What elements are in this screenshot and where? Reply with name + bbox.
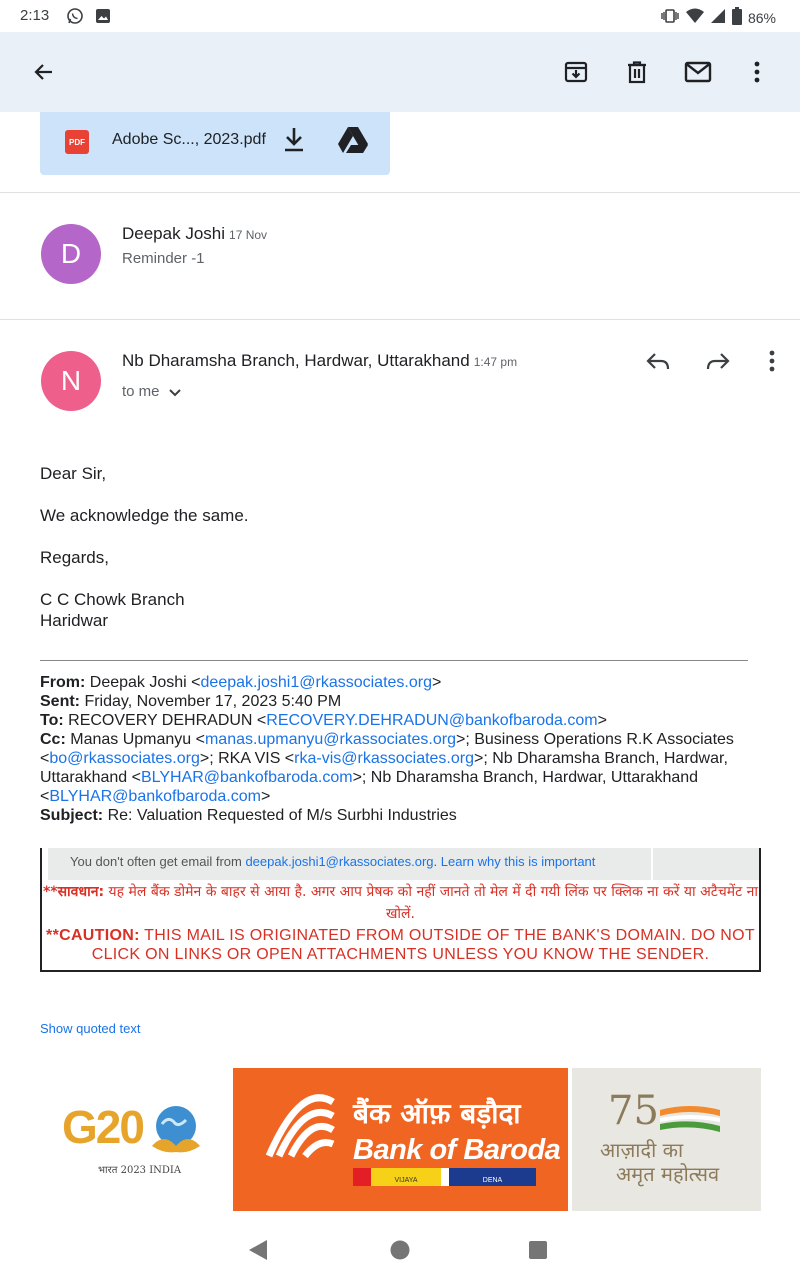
azadi-line-2: अमृत महोत्सव bbox=[616, 1162, 720, 1186]
email-link[interactable]: deepak.joshi1@rkassociates.org bbox=[200, 674, 432, 691]
email-link[interactable]: rka-vis@rkassociates.org bbox=[294, 750, 474, 767]
more-vert-icon[interactable] bbox=[741, 56, 773, 88]
email-link[interactable]: manas.upmanyu@rkassociates.org bbox=[204, 731, 456, 748]
subject-line: Subject: Re: Valuation Requested of M/s Surbhi Industries bbox=[40, 807, 457, 824]
status-time: 2:13 bbox=[20, 7, 50, 24]
dena-label: DENA bbox=[449, 1168, 536, 1186]
vibrate-icon bbox=[660, 8, 680, 27]
sender-name: Nb Dharamsha Branch, Hardwar, Uttarakhand bbox=[122, 351, 470, 370]
external-sender-warning bbox=[40, 848, 761, 972]
azadi-amrit-banner bbox=[572, 1068, 761, 1211]
quoted-headers bbox=[40, 673, 760, 825]
message-date: 17 Nov bbox=[229, 228, 268, 242]
chevron-down-icon[interactable] bbox=[168, 385, 182, 402]
back-arrow-icon[interactable] bbox=[28, 56, 60, 88]
thread-divider bbox=[0, 319, 800, 320]
body-closing: Regards, bbox=[40, 548, 109, 567]
signal-icon bbox=[710, 8, 726, 27]
hindi-caution: **सावधान: यह मेल बैंक डोमेन के बाहर से आया है. अगर आप प्रेषक को नहीं जानते तो मेल में दी गयी लिंक पर क्लिक ना करें या अटैचमेंट ना खोलें. bbox=[42, 884, 759, 922]
bob-english-name: Bank of Baroda bbox=[353, 1134, 561, 1166]
bank-of-baroda-banner bbox=[233, 1068, 568, 1211]
message-time: 1:47 pm bbox=[473, 355, 518, 369]
archive-icon[interactable] bbox=[560, 56, 592, 88]
vijaya-label: VIJAYA bbox=[371, 1168, 441, 1186]
thread-divider bbox=[0, 192, 800, 193]
azadi-75: 75 bbox=[608, 1088, 659, 1134]
avatar: D bbox=[41, 224, 101, 284]
from-line: From: Deepak Joshi <deepak.joshi1@rkassociates.org> bbox=[40, 674, 442, 691]
pdf-file-icon: PDF bbox=[65, 130, 89, 154]
recipient-details-toggle[interactable] bbox=[122, 381, 182, 402]
battery-percent: 86% bbox=[747, 9, 776, 26]
nav-home-icon[interactable] bbox=[388, 1238, 412, 1262]
signature-line: Haridwar bbox=[40, 611, 109, 630]
attachment-chip[interactable] bbox=[40, 112, 390, 175]
learn-why-link[interactable]: Learn why this is important bbox=[440, 854, 596, 869]
email-link[interactable]: deepak.joshi1@rkassociates.org bbox=[245, 854, 434, 869]
body-line: We acknowledge the same. bbox=[40, 506, 249, 525]
google-drive-icon[interactable] bbox=[337, 126, 369, 159]
g20-subtitle: भारत 2023 INDIA bbox=[98, 1165, 182, 1176]
mark-unread-icon[interactable] bbox=[682, 56, 714, 88]
lotus-globe-icon bbox=[148, 1102, 204, 1163]
sent-line: Sent: Friday, November 17, 2023 5:40 PM bbox=[40, 693, 342, 710]
cc-line: Cc: Manas Upmanyu <manas.upmanyu@rkassociates.org>; Business Operations R.K Associates <bo@rkassociates.org>; RKA VIS <rka-vis@rkassociates.org>; Nb Dharamsha Branch, Hardwar, Uttarakhand <BLYHAR@bankofbaroda.com>; Nb Dharamsha Branch, Hardwar, Uttarakhand <BLYHAR@bankofbaroda.com> bbox=[40, 731, 734, 805]
system-nav-bar bbox=[0, 1220, 800, 1280]
email-link[interactable]: BLYHAR@bankofbaroda.com bbox=[49, 788, 261, 805]
merger-strip bbox=[353, 1168, 536, 1186]
email-link[interactable]: BLYHAR@bankofbaroda.com bbox=[140, 769, 353, 786]
notice-filler bbox=[653, 848, 759, 880]
body-greeting: Dear Sir, bbox=[40, 464, 107, 483]
baroda-sun-icon bbox=[261, 1092, 341, 1167]
first-contact-notice: You don't often get email from deepak.joshi1@rkassociates.org. Learn why this is important bbox=[48, 848, 651, 880]
forward-icon[interactable] bbox=[703, 346, 733, 376]
g20-logo-text: G20 bbox=[62, 1101, 143, 1153]
wifi-icon bbox=[686, 8, 704, 27]
email-link[interactable]: RECOVERY.DEHRADUN@bankofbaroda.com bbox=[266, 712, 598, 729]
english-caution: **CAUTION: THIS MAIL IS ORIGINATED FROM OUTSIDE OF THE BANK'S DOMAIN. DO NOT CLICK ON LINKS OR OPEN ATTACHMENTS UNLESS YOU KNOW THE SENDER. bbox=[46, 927, 755, 963]
tricolor-flag-icon bbox=[660, 1104, 722, 1139]
show-quoted-text-link[interactable]: Show quoted text bbox=[40, 1021, 141, 1036]
download-icon[interactable] bbox=[282, 126, 306, 159]
g20-banner bbox=[40, 1068, 230, 1211]
gallery-icon bbox=[94, 7, 112, 30]
battery-icon bbox=[732, 7, 742, 28]
delete-icon[interactable] bbox=[621, 56, 653, 88]
email-link[interactable]: bo@rkassociates.org bbox=[49, 750, 200, 767]
attachment-name[interactable]: Adobe Sc..., 2023.pdf bbox=[112, 131, 266, 148]
status-bar bbox=[0, 0, 800, 32]
bob-hindi-name: बैंक ऑफ़ बड़ौदा bbox=[353, 1097, 521, 1130]
reply-icon[interactable] bbox=[643, 346, 673, 376]
to-line: To: RECOVERY DEHRADUN <RECOVERY.DEHRADUN@bankofbaroda.com> bbox=[40, 712, 607, 729]
message-more-icon[interactable] bbox=[757, 346, 787, 376]
recipient-label: to me bbox=[122, 383, 160, 400]
quote-separator bbox=[40, 660, 748, 661]
whatsapp-icon bbox=[66, 7, 84, 30]
signature-line: C C Chowk Branch bbox=[40, 590, 185, 609]
nav-recents-icon[interactable] bbox=[526, 1238, 550, 1262]
avatar: N bbox=[41, 351, 101, 411]
message-snippet: Reminder -1 bbox=[122, 250, 205, 267]
nav-back-icon[interactable] bbox=[246, 1238, 270, 1262]
app-bar bbox=[0, 32, 800, 112]
azadi-line-1: आज़ादी का bbox=[600, 1138, 684, 1162]
sender-name: Deepak Joshi bbox=[122, 224, 226, 243]
